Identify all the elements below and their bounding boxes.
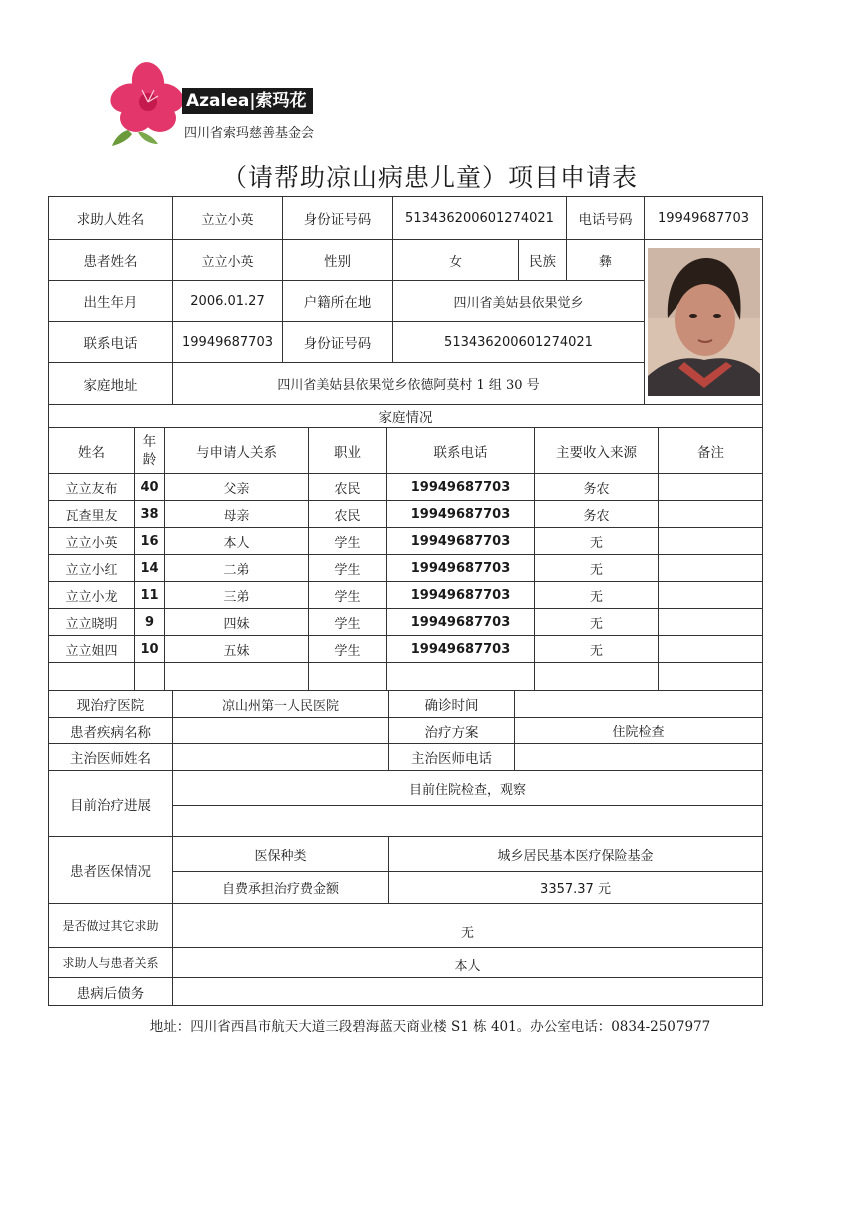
patient-photo-image — [648, 248, 760, 396]
family-phone-cell: 19949687703 — [387, 555, 535, 582]
family-phone-cell: 19949687703 — [387, 528, 535, 555]
diagnosis-time-label: 确诊时间 — [389, 691, 515, 718]
address-value: 四川省美姑县依果觉乡依德阿莫村 1 组 30 号 — [173, 363, 645, 405]
azalea-flower-icon — [108, 60, 188, 150]
family-header-age — [135, 428, 165, 474]
family-relation-cell: 四妹 — [165, 609, 309, 636]
patient-id-value: 513436200601274021 — [393, 322, 645, 363]
family-empty-cell — [309, 663, 387, 691]
family-note-cell — [659, 474, 763, 501]
disease-value — [173, 718, 389, 744]
family-note-cell — [659, 555, 763, 582]
hospital-value: 凉山州第一人民医院 — [173, 691, 389, 718]
family-relation-cell: 二弟 — [165, 555, 309, 582]
doctor-phone-value — [515, 744, 763, 771]
other-help-value: 无 — [173, 904, 763, 948]
doctor-value — [173, 744, 389, 771]
debt-value — [173, 978, 763, 1006]
applicant-name-label: 求助人姓名 — [49, 197, 173, 240]
family-empty-cell — [535, 663, 659, 691]
table-row — [49, 636, 763, 663]
hukou-value: 四川省美姑县依果觉乡 — [393, 281, 645, 322]
family-name-cell: 瓦查里友 — [49, 501, 135, 528]
table-row — [49, 582, 763, 609]
patient-photo — [645, 240, 763, 405]
self-pay-value: 3357.37 元 — [389, 872, 763, 904]
family-name-cell: 立立小龙 — [49, 582, 135, 609]
family-age-cell: 16 — [135, 528, 165, 555]
family-note-cell — [659, 609, 763, 636]
family-name-cell: 立立晓明 — [49, 609, 135, 636]
family-age-cell: 10 — [135, 636, 165, 663]
family-job-cell: 学生 — [309, 609, 387, 636]
family-header-income: 主要收入来源 — [535, 428, 659, 474]
family-relation-cell: 五妹 — [165, 636, 309, 663]
family-phone-cell: 19949687703 — [387, 609, 535, 636]
gender-value: 女 — [393, 240, 519, 281]
family-job-cell: 学生 — [309, 636, 387, 663]
contact-label: 联系电话 — [49, 322, 173, 363]
family-age-cell: 38 — [135, 501, 165, 528]
form-title: （请帮助凉山病患儿童）项目申请表 — [221, 163, 638, 192]
diagnosis-time-value — [515, 691, 763, 718]
family-relation-cell: 母亲 — [165, 501, 309, 528]
ethnicity-value: 彝 — [567, 240, 645, 281]
family-income-cell: 务农 — [535, 501, 659, 528]
family-name-cell: 立立姐四 — [49, 636, 135, 663]
family-section-title: 家庭情况 — [49, 405, 763, 428]
family-income-cell: 无 — [535, 555, 659, 582]
family-note-cell — [659, 582, 763, 609]
family-job-cell: 农民 — [309, 474, 387, 501]
gender-label: 性别 — [283, 240, 393, 281]
family-job-cell: 农民 — [309, 501, 387, 528]
patient-name: 立立小英 — [173, 240, 283, 281]
family-income-cell: 无 — [535, 528, 659, 555]
applicant-table — [48, 196, 763, 405]
family-empty-cell — [165, 663, 309, 691]
disease-label: 患者疾病名称 — [49, 718, 173, 744]
applicant-id-label: 身份证号码 — [283, 197, 393, 240]
family-name-cell: 立立小红 — [49, 555, 135, 582]
family-header-job: 职业 — [309, 428, 387, 474]
family-phone-cell: 19949687703 — [387, 582, 535, 609]
patient-id-label: 身份证号码 — [283, 322, 393, 363]
hospital-label: 现治疗医院 — [49, 691, 173, 718]
table-row — [49, 555, 763, 582]
doctor-label: 主治医师姓名 — [49, 744, 173, 771]
applicant-phone-label: 电话号码 — [567, 197, 645, 240]
address-label: 家庭地址 — [49, 363, 173, 405]
family-age-cell: 11 — [135, 582, 165, 609]
debt-label: 患病后债务 — [49, 978, 173, 1006]
family-job-cell: 学生 — [309, 582, 387, 609]
family-header-name: 姓名 — [49, 428, 135, 474]
family-age-cell: 40 — [135, 474, 165, 501]
family-phone-cell: 19949687703 — [387, 501, 535, 528]
ethnicity-label: 民族 — [519, 240, 567, 281]
table-row — [49, 528, 763, 555]
family-age-cell: 9 — [135, 609, 165, 636]
self-pay-label: 自费承担治疗费金额 — [173, 872, 389, 904]
family-phone-cell: 19949687703 — [387, 474, 535, 501]
age-header-bottom: 龄 — [142, 451, 157, 468]
family-relation-cell: 本人 — [165, 528, 309, 555]
hukou-label: 户籍所在地 — [283, 281, 393, 322]
family-relation-cell: 父亲 — [165, 474, 309, 501]
insurance-type-value: 城乡居民基本医疗保险基金 — [389, 837, 763, 872]
doctor-phone-label: 主治医师电话 — [389, 744, 515, 771]
family-empty-cell — [387, 663, 535, 691]
brand-name: Azalea|索玛花 — [182, 88, 313, 114]
patient-name-label: 患者姓名 — [49, 240, 173, 281]
insurance-label: 患者医保情况 — [49, 837, 173, 904]
foundation-name: 四川省索玛慈善基金会 — [184, 126, 315, 141]
progress-extra — [173, 806, 763, 837]
family-income-cell: 无 — [535, 609, 659, 636]
family-name-cell: 立立友布 — [49, 474, 135, 501]
family-note-cell — [659, 636, 763, 663]
family-phone-cell: 19949687703 — [387, 636, 535, 663]
family-header-relation: 与申请人关系 — [165, 428, 309, 474]
family-empty-cell — [659, 663, 763, 691]
foundation-logo — [108, 60, 368, 150]
family-income-cell: 无 — [535, 636, 659, 663]
footer-address: 地址：四川省西昌市航天大道三段碧海蓝天商业楼 S1 栋 401。办公室电话：0834-2507977 — [149, 1019, 711, 1035]
progress-label: 目前治疗进展 — [49, 771, 173, 837]
age-header-top: 年 — [142, 433, 157, 450]
family-note-cell — [659, 501, 763, 528]
relation-label: 求助人与患者关系 — [49, 948, 173, 978]
family-job-cell: 学生 — [309, 528, 387, 555]
family-empty-cell — [49, 663, 135, 691]
treatment-table — [48, 690, 763, 1006]
family-income-cell: 务农 — [535, 474, 659, 501]
contact-value: 19949687703 — [173, 322, 283, 363]
family-name-cell: 立立小英 — [49, 528, 135, 555]
birth-label: 出生年月 — [49, 281, 173, 322]
birth-value: 2006.01.27 — [173, 281, 283, 322]
other-help-label: 是否做过其它求助 — [49, 904, 173, 948]
family-income-cell: 无 — [535, 582, 659, 609]
plan-label: 治疗方案 — [389, 718, 515, 744]
family-job-cell: 学生 — [309, 555, 387, 582]
table-row — [49, 609, 763, 636]
applicant-name: 立立小英 — [173, 197, 283, 240]
relation-value: 本人 — [173, 948, 763, 978]
applicant-phone: 19949687703 — [645, 197, 763, 240]
family-age-cell: 14 — [135, 555, 165, 582]
table-row — [49, 501, 763, 528]
family-rows — [49, 474, 763, 663]
table-row — [49, 474, 763, 501]
insurance-type-label: 医保种类 — [173, 837, 389, 872]
family-table — [48, 404, 763, 691]
progress-value: 目前住院检查，观察 — [173, 771, 763, 806]
applicant-id: 513436200601274021 — [393, 197, 567, 240]
family-header-phone: 联系电话 — [387, 428, 535, 474]
family-empty-cell — [135, 663, 165, 691]
family-relation-cell: 三弟 — [165, 582, 309, 609]
family-note-cell — [659, 528, 763, 555]
family-header-note: 备注 — [659, 428, 763, 474]
plan-value: 住院检查 — [515, 718, 763, 744]
